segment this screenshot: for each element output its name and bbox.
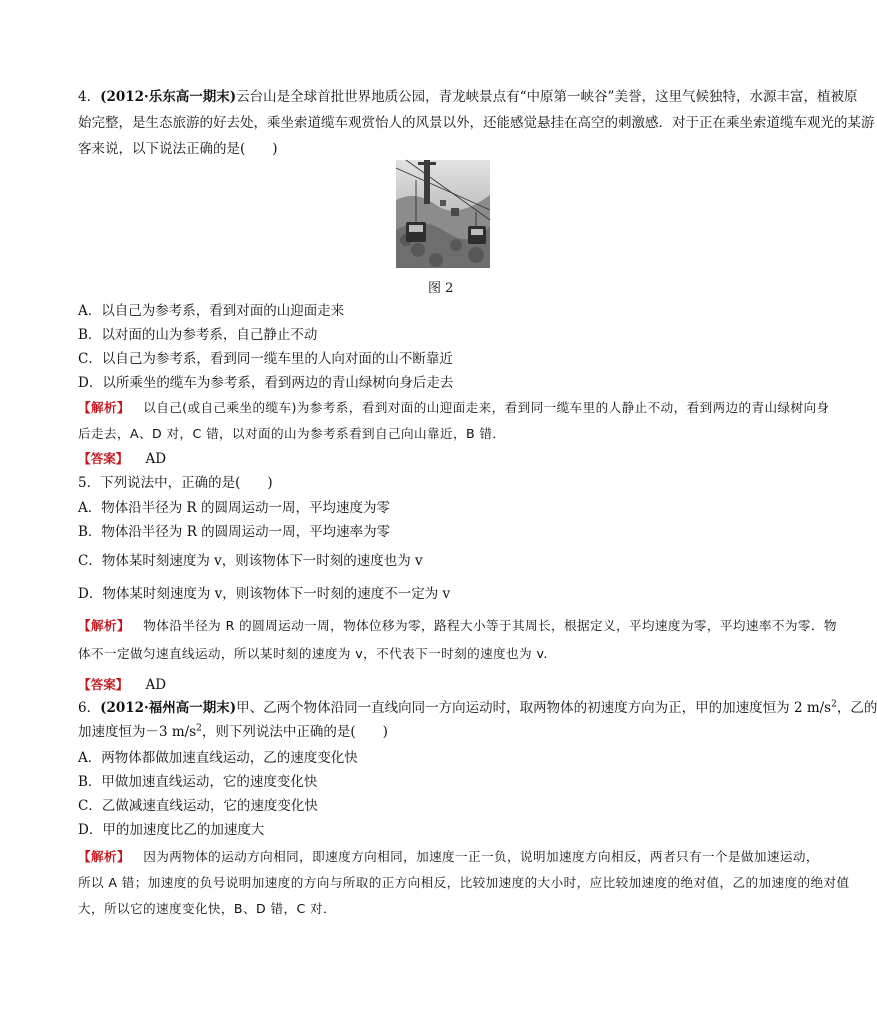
q4-stem-line-3: 客来说，以下说法正确的是( ) bbox=[78, 141, 278, 157]
q6-stem-text-a: 甲、乙两个物体沿同一直线向同一方向运动时，取两物体的初速度方向为正，甲的加速度恒为 2 m/s bbox=[236, 700, 832, 716]
q4-source: (2012·乐东高一期末) bbox=[100, 89, 237, 105]
q6-solution-line-2: 所以 A 错；加速度的负号说明加速度的方向与所取的正方向相反，比较加速度的大小时，应比较加速度的绝对值，乙的加速度的绝对值 bbox=[78, 875, 850, 890]
q5-option-a: A．物体沿半径为 R 的圆周运动一周，平均速度为零 bbox=[78, 500, 390, 516]
q6-superscript: 2 bbox=[196, 723, 202, 734]
q4-solution-line-2: 后走去，A、D 对，C 错，以对面的山为参考系看到自己向山靠近，B 错． bbox=[78, 426, 506, 441]
q6-option-c: C．乙做减速直线运动，它的速度变化快 bbox=[78, 798, 318, 814]
q4-number: 4． bbox=[78, 89, 101, 105]
answer-tag: 【答案】 bbox=[78, 677, 129, 692]
q4-option-b: B．以对面的山为参考系，自己静止不动 bbox=[78, 327, 318, 343]
q6-option-d: D．甲的加速度比乙的加速度大 bbox=[78, 822, 265, 838]
q6-source: (2012·福州高一期末) bbox=[100, 700, 237, 716]
cable-car-photo bbox=[396, 160, 490, 268]
q6-solution-line-3: 大，所以它的速度变化快，B、D 错，C 对． bbox=[78, 901, 337, 916]
q4-answer bbox=[78, 450, 812, 468]
q6-option-a: A．两物体都做加速直线运动，乙的速度变化快 bbox=[78, 750, 358, 766]
q6-superscript: 2 bbox=[831, 699, 837, 710]
q5-solution-line-1 bbox=[78, 617, 837, 635]
solution-tag: 【解析】 bbox=[78, 400, 130, 415]
q4-answer-value: AD bbox=[145, 451, 167, 467]
q6-solution-text: 因为两物体的运动方向相同，即速度方向相同，加速度一正一负，说明加速度方向相反，两者只有一个是做加速运动， bbox=[143, 849, 819, 864]
q6-stem-line2-a: 加速度恒为－3 m/s bbox=[78, 724, 197, 740]
q4-stem-text: 云台山是全球首批世界地质公园，青龙峡景点有“中原第一峡谷”美誉，这里气候独特，水源丰富，植被原 bbox=[236, 89, 858, 105]
q6-stem-line2-b: ，则下列说法中正确的是( ) bbox=[201, 724, 388, 740]
cable-car-photo-image bbox=[396, 160, 490, 268]
solution-tag: 【解析】 bbox=[78, 849, 130, 864]
q4-option-c: C．以自己为参考系，看到同一缆车里的人向对面的山不断靠近 bbox=[78, 351, 453, 367]
q6-option-b: B．甲做加速直线运动，它的速度变化快 bbox=[78, 774, 318, 790]
q4-option-a: A．以自己为参考系，看到对面的山迎面走来 bbox=[78, 303, 345, 319]
q5-solution-line-2: 体不一定做匀速直线运动，所以某时刻的速度为 v，不代表下一时刻的速度也为 v. bbox=[78, 646, 548, 661]
q4-option-d: D．以所乘坐的缆车为参考系，看到两边的青山绿树向身后走去 bbox=[78, 375, 454, 391]
q4-solution-line-1 bbox=[78, 399, 830, 417]
q5-stem: 5．下列说法中，正确的是( ) bbox=[78, 475, 273, 491]
q5-option-c: C．物体某时刻速度为 v，则该物体下一时刻的速度也为 v bbox=[78, 553, 423, 569]
q6-stem-line-2 bbox=[78, 723, 812, 741]
q4-solution-text: 以自己(或自己乘坐的缆车)为参考系，看到对面的山迎面走来，看到同一缆车里的人静止不动，看到两边的青山绿树向身 bbox=[143, 400, 830, 415]
q5-option-b: B．物体沿半径为 R 的圆周运动一周，平均速率为零 bbox=[78, 524, 391, 540]
q5-option-d: D．物体某时刻速度为 v，则该物体下一时刻的速度不一定为 v bbox=[78, 586, 451, 602]
solution-tag: 【解析】 bbox=[78, 618, 130, 633]
answer-tag: 【答案】 bbox=[78, 451, 129, 466]
q5-answer bbox=[78, 676, 812, 694]
q4-stem-line-2: 始完整，是生态旅游的好去处，乘坐索道缆车观赏怡人的风景以外，还能感觉悬挂在高空的刺激感．对于正在乘坐索道缆车观光的某游 bbox=[78, 115, 875, 131]
q5-answer-value: AD bbox=[145, 677, 167, 693]
q6-solution-line-1 bbox=[78, 848, 819, 866]
q5-solution-text: 物体沿半径为 R 的圆周运动一周，物体位移为零，路程大小等于其周长，根据定义，平均速度为零，平均速率不为零．物 bbox=[143, 618, 837, 633]
q4-stem-line-1 bbox=[78, 88, 858, 106]
q6-stem-text-b: ，乙的 bbox=[836, 700, 877, 716]
q6-number: 6． bbox=[78, 700, 101, 716]
figure-caption: 图 2 bbox=[428, 281, 454, 296]
q6-stem-line-1 bbox=[78, 699, 877, 717]
